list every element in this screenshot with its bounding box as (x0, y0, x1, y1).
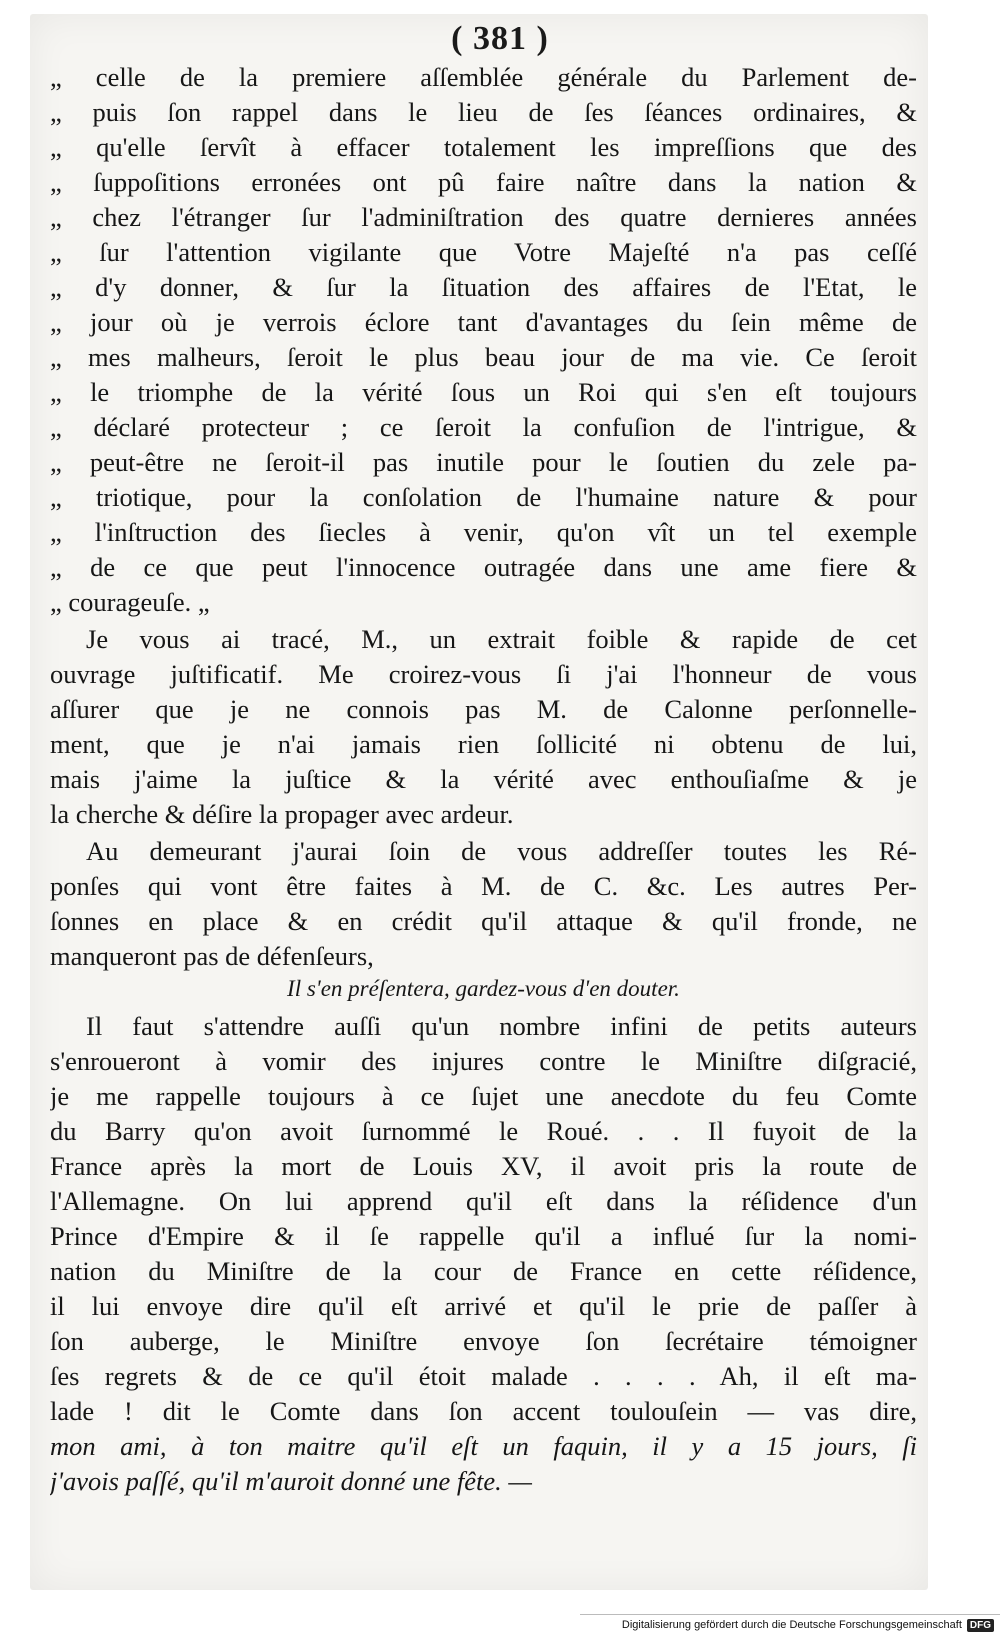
digitization-footer (622, 1615, 994, 1635)
paragraph-first-line: Je vous ai tracé, M., un extrait foible & rapide de cet (86, 624, 917, 654)
text-line: „ triotique, pour la conſolation de l'humaine nature & pour (50, 482, 917, 512)
text-line: „ peut-être ne ſeroit-il pas inutile pour le ſoutien du zele pa- (50, 447, 917, 477)
text-line: „ courageuſe. „ (50, 587, 210, 617)
text-line: nation du Miniſtre de la cour de France en cette réſidence, (50, 1256, 917, 1286)
text-line: ſes regrets & de ce qu'il étoit malade . . . . Ah, il eſt ma- (50, 1361, 917, 1391)
text-line: „ l'inſtruction des ſiecles à venir, qu'on vît un tel exemple (50, 517, 917, 547)
text-line: j'avois paſſé, qu'il m'auroit donné une fête. — (50, 1466, 532, 1496)
text-line: „ ſur l'attention vigilante que Votre Majeſté n'a pas ceſſé (50, 237, 917, 267)
text-line: ſonnes en place & en crédit qu'il attaque & qu'il fronde, ne (50, 906, 917, 936)
text-line: „ chez l'étranger ſur l'adminiſtration des quatre dernieres années (50, 202, 917, 232)
text-line: il lui envoye dire qu'il eſt arrivé et qu'il le prie de paſſer à (50, 1291, 917, 1321)
footer-credit-text: Digitalisierung gefördert durch die Deutsche Forschungsgemeinschaft (621, 1619, 962, 1631)
italic-quote-line: Il s'en préſentera, gardez-vous d'en douter. (287, 976, 680, 1001)
text-line: France après la mort de Louis XV, il avoit pris la route de (50, 1151, 917, 1181)
text-line: „ le triomphe de la vérité ſous un Roi qui s'en eſt toujours (50, 377, 917, 407)
text-line: ouvrage juſtificatif. Me croirez-vous ſi j'ai l'honneur de vous (50, 659, 917, 689)
text-line: „ ſuppoſitions erronées ont pû faire naître dans la nation & (50, 167, 917, 197)
text-line: s'enroueront à vomir des injures contre le Miniſtre diſgracié, (50, 1046, 917, 1076)
text-line: du Barry qu'on avoit ſurnommé le Roué. . . Il fuyoit de la (50, 1116, 917, 1146)
text-line: je me rappelle toujours à ce ſujet une anecdote du feu Comte (50, 1081, 917, 1111)
text-line: mon ami, à ton maitre qu'il eſt un faquin, il y a 15 jours, ſi (50, 1431, 917, 1461)
text-line: „ déclaré protecteur ; ce ſeroit la confuſion de l'intrigue, & (50, 412, 917, 442)
text-line: „ jour où je verrois éclore tant d'avantages du ſein même de (50, 307, 917, 337)
text-line: ment, que je n'ai jamais rien ſollicité ni obtenu de lui, (50, 729, 917, 759)
text-line: lade ! dit le Comte dans ſon accent toulouſein — vas dire, (50, 1396, 917, 1426)
text-line: „ celle de la premiere aſſemblée générale du Parlement de- (50, 62, 917, 92)
text-line: ſon auberge, le Miniſtre envoye ſon ſecrétaire témoigner (50, 1326, 917, 1356)
text-line: ponſes qui vont être faites à M. de C. &c. Les autres Per- (50, 871, 917, 901)
text-line: „ mes malheurs, ſeroit le plus beau jour de ma vie. Ce ſeroit (50, 342, 917, 372)
paragraph-first-line: Il faut s'attendre auſſi qu'un nombre infini de petits auteurs (86, 1011, 917, 1041)
page-number: ( 381 ) (451, 20, 549, 57)
text-line: Prince d'Empire & il ſe rappelle qu'il a influé ſur la nomi- (50, 1221, 917, 1251)
text-line: „ puis ſon rappel dans le lieu de ſes ſéances ordinaires, & (50, 97, 917, 127)
text-line: la cherche & déſire la propager avec ardeur. (50, 799, 514, 829)
paragraph-first-line: Au demeurant j'aurai ſoin de vous addreſſer toutes les Ré- (86, 836, 917, 866)
text-line: „ qu'elle ſervît à effacer totalement les impreſſions que des (50, 132, 917, 162)
text-line: manqueront pas de défenſeurs, (50, 941, 374, 971)
text-line: mais j'aime la juſtice & la vérité avec enthouſiaſme & je (50, 764, 917, 794)
text-line: „ de ce que peut l'innocence outragée dans une ame fiere & (50, 552, 917, 582)
text-line: „ d'y donner, & ſur la ſituation des affaires de l'Etat, le (50, 272, 917, 302)
text-line: l'Allemagne. On lui apprend qu'il eſt dans la réſidence d'un (50, 1186, 917, 1216)
dfg-logo-icon: DFG (967, 1619, 994, 1632)
text-line: aſſurer que je ne connois pas M. de Calonne perſonnelle- (50, 694, 917, 724)
